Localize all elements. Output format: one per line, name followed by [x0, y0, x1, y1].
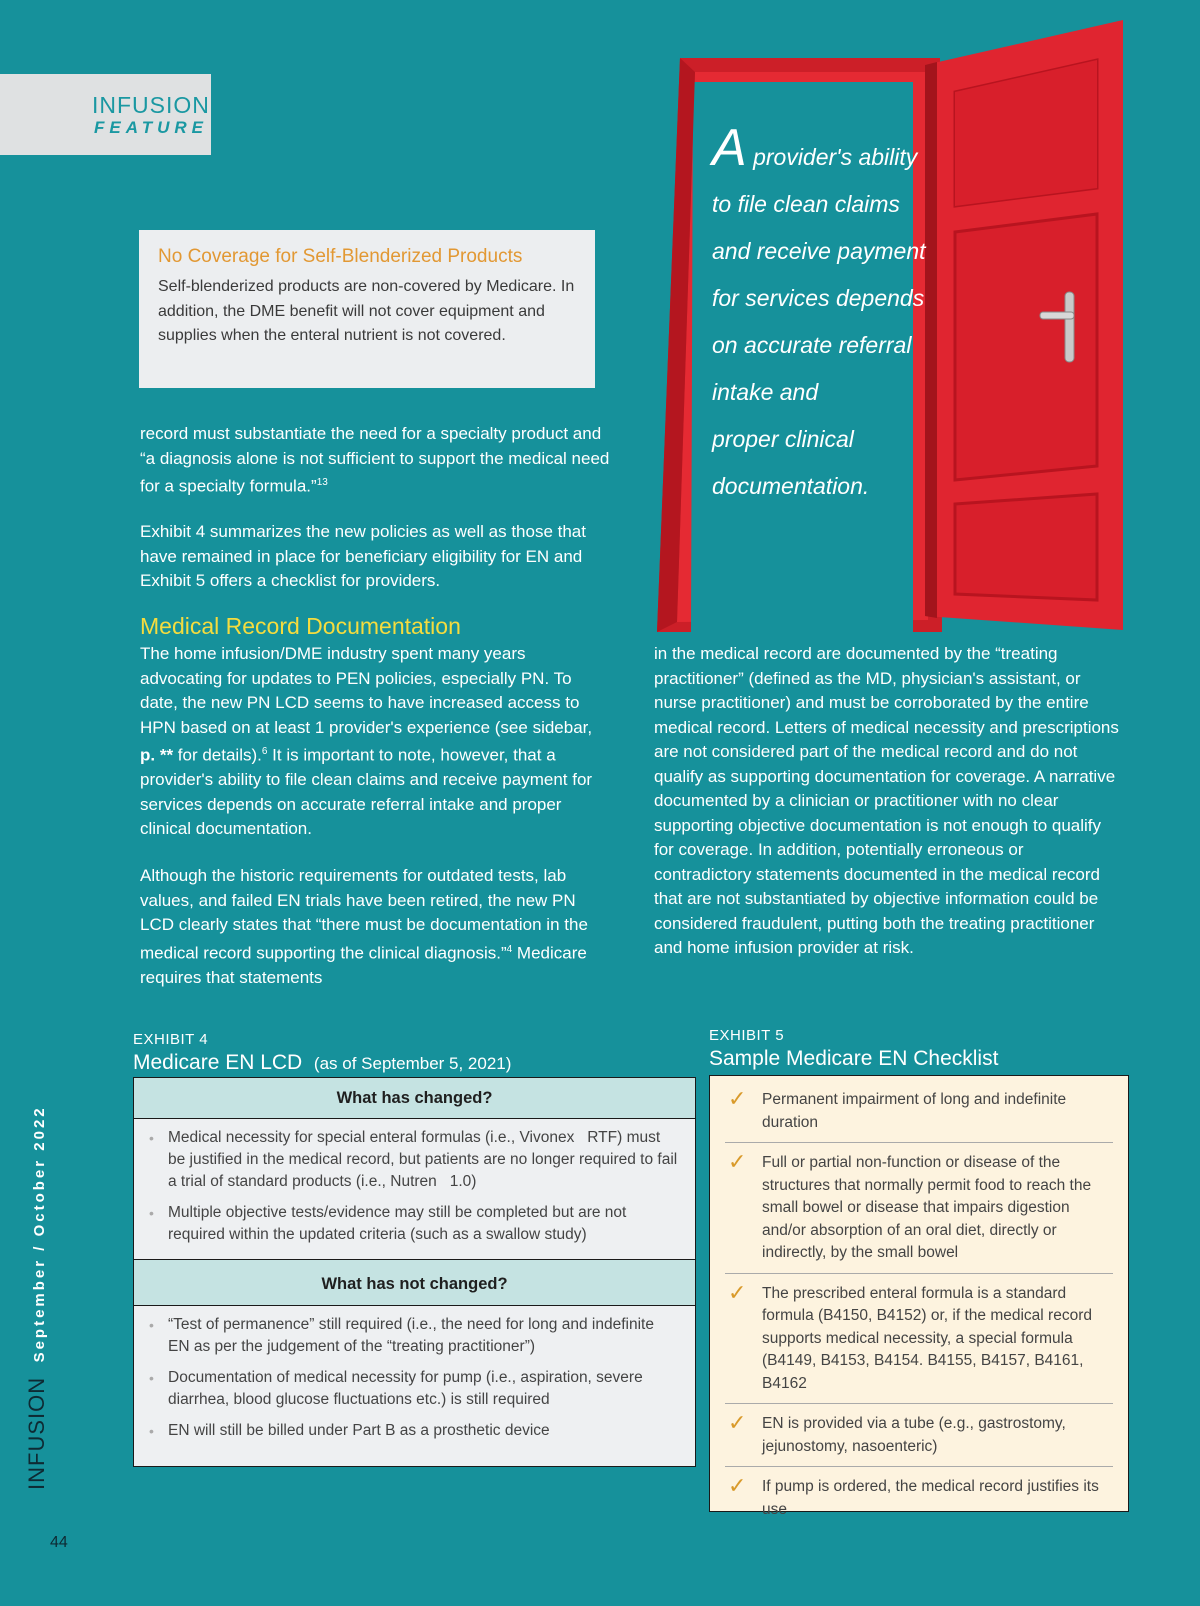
list-item: • Medical necessity for special enteral formulas (i.e., Vivonex RTF) must be justified in the medical record, but patients are no longer required to fail a trial of standard products (i.e., Nutren 1.0)	[149, 1129, 678, 1190]
sidebar-title: No Coverage for Self-Blenderized Products	[158, 246, 523, 267]
issue-date: September / October 2022	[31, 1105, 48, 1363]
paragraph-text: for details).	[173, 745, 262, 765]
body-paragraph: Exhibit 4 summarizes the new policies as well as those that have remained in place for beneficiary eligibility for EN and Exhibit 5 offers a checklist for providers.	[140, 522, 586, 590]
body-paragraph	[140, 864, 610, 990]
vertical-footer	[24, 1105, 50, 1490]
reference-number: 13	[316, 477, 328, 488]
checklist-item: ✓ Permanent impairment of long and indefinite duration	[725, 1080, 1113, 1143]
bullet-icon: •	[149, 1370, 154, 1386]
exhibit-title	[133, 1051, 511, 1075]
pull-quote-line: for services depends	[712, 285, 925, 311]
pull-quote-initial: A	[712, 119, 747, 177]
paragraph-text: Although the historic requirements for outdated tests, lab values, and failed EN trials have been retired, the new PN LCD clearly states that “there must be documentation in the medical record supporting the clinical diagnosis.”	[140, 866, 588, 963]
changed-list	[134, 1119, 695, 1259]
checklist-item: ✓ Full or partial non-function or disease of the structures that normally permit food to reach the small bowel or disease that impairs digestion and/or absorption of an oral diet, directly or indirectly, by the small bowel	[725, 1143, 1113, 1274]
paragraph-text: It is important to note, however, that a provider's ability to file clean claims and receive payment for services depends on accurate referral intake and proper clinical documentation.	[140, 745, 593, 839]
paragraph-text: record must substantiate the need for a specialty product and “a diagnosis alone is not sufficient to support the medical need for a specialty formula.”	[140, 424, 610, 496]
reference-number: 6	[261, 746, 268, 757]
bullet-icon: •	[149, 1130, 154, 1146]
checkmark-icon: ✓	[728, 1086, 747, 1111]
table-header: What has changed?	[134, 1078, 695, 1119]
pull-quote	[712, 119, 942, 510]
list-item: • “Test of permanence” still required (i.e., the need for long and indefinite EN as per the judgement of the “treating practitioner”)	[149, 1316, 654, 1355]
paragraph-text: The home infusion/DME industry spent many years advocating for updates to PEN policies, especially PN. To date, the new PN LCD seems to have increased access to HPN based on at least 1 provider's experience (see sidebar,	[140, 644, 593, 737]
exhibit-title-text: Medicare EN LCD	[133, 1051, 303, 1074]
paragraph-text: Medicare requires that statements	[140, 943, 587, 987]
checkmark-icon: ✓	[728, 1473, 747, 1498]
table-header: What has not changed?	[134, 1259, 695, 1306]
pull-quote-line: proper clinical	[712, 426, 854, 452]
bullet-icon: •	[149, 1423, 154, 1439]
section-heading: Medical Record Documentation	[140, 613, 461, 639]
pull-quote-line: on accurate referral	[712, 332, 912, 358]
checklist-item: ✓ The prescribed enteral formula is a standard formula (B4150, B4152) or, if the medical record supports medical necessity, a special formula (B4149, B4153, B4154. B4155, B4157, B4161, B4162	[725, 1274, 1113, 1405]
exhibit-subtitle: (as of September 5, 2021)	[313, 1054, 512, 1073]
section-label: FEATURE	[94, 118, 209, 137]
magazine-logo: INFUSION	[92, 92, 210, 118]
pull-quote-line: documentation.	[712, 473, 870, 499]
body-paragraph	[140, 642, 610, 842]
list-item: • EN will still be billed under Part B as a prosthetic device	[168, 1420, 679, 1442]
bullet-icon: •	[149, 1205, 154, 1221]
checklist-item: ✓ EN is provided via a tube (e.g., gastrostomy, jejunostomy, nasoenteric)	[725, 1404, 1113, 1467]
exhibit-label: EXHIBIT 4	[133, 1031, 209, 1048]
pull-quote-line: intake and	[712, 379, 819, 405]
exhibit-title: Sample Medicare EN Checklist	[709, 1047, 999, 1070]
exhibit-5-checklist	[709, 1075, 1129, 1518]
page-reference: p. **	[140, 745, 174, 765]
body-paragraph	[140, 422, 610, 499]
reference-number: 4	[506, 943, 513, 955]
brand-tab	[0, 74, 211, 155]
sidebar-text: Self-blenderized products are non-covered by Medicare. In addition, the DME benefit will not cover equipment and supplies when the enteral nutrient is not covered.	[158, 278, 575, 344]
not-changed-list	[134, 1306, 695, 1442]
pull-quote-line: and receive payment	[712, 238, 926, 264]
checklist-item: ✓ If pump is ordered, the medical record justifies its use	[728, 1473, 1099, 1518]
pull-quote-line: to file clean claims	[712, 191, 900, 217]
list-item: • Documentation of medical necessity for pump (i.e., aspiration, severe diarrhea, blood glucose fluctuations etc.) is still required	[149, 1369, 643, 1408]
checkmark-icon: ✓	[728, 1410, 747, 1435]
exhibit-label: EXHIBIT 5	[709, 1027, 785, 1044]
footer-logo: INFUSION	[24, 1376, 49, 1490]
page-number: 44	[50, 1534, 68, 1551]
sidebar-box	[139, 230, 595, 388]
checkmark-icon: ✓	[728, 1279, 747, 1305]
exhibit-4-table	[133, 1077, 696, 1467]
list-item: • Multiple objective tests/evidence may still be completed but are not required within the updated criteria (such as a swallow study)	[149, 1204, 627, 1243]
body-paragraph: in the medical record are documented by the “treating practitioner” (defined as the MD, physician's assistant, or nurse practitioner) and must be corroborated by the entire medical record. Letters of medical necessity and prescriptions are not considered part of the medical record and do not qualify as supporting documentation for coverage. A narrative documented by a clinician or practitioner with no clear supporting objective documentation is not enough to qualify for coverage. In addition, potentially erroneous or contradictory statements documented in the medical record that are not substantiated by objective information could be considered fraudulent, putting both the treating practitioner and home infusion provider at risk.	[654, 644, 1119, 957]
checkmark-icon: ✓	[728, 1149, 747, 1174]
pull-quote-line: provider's ability	[753, 144, 918, 170]
bullet-icon: •	[149, 1317, 154, 1333]
